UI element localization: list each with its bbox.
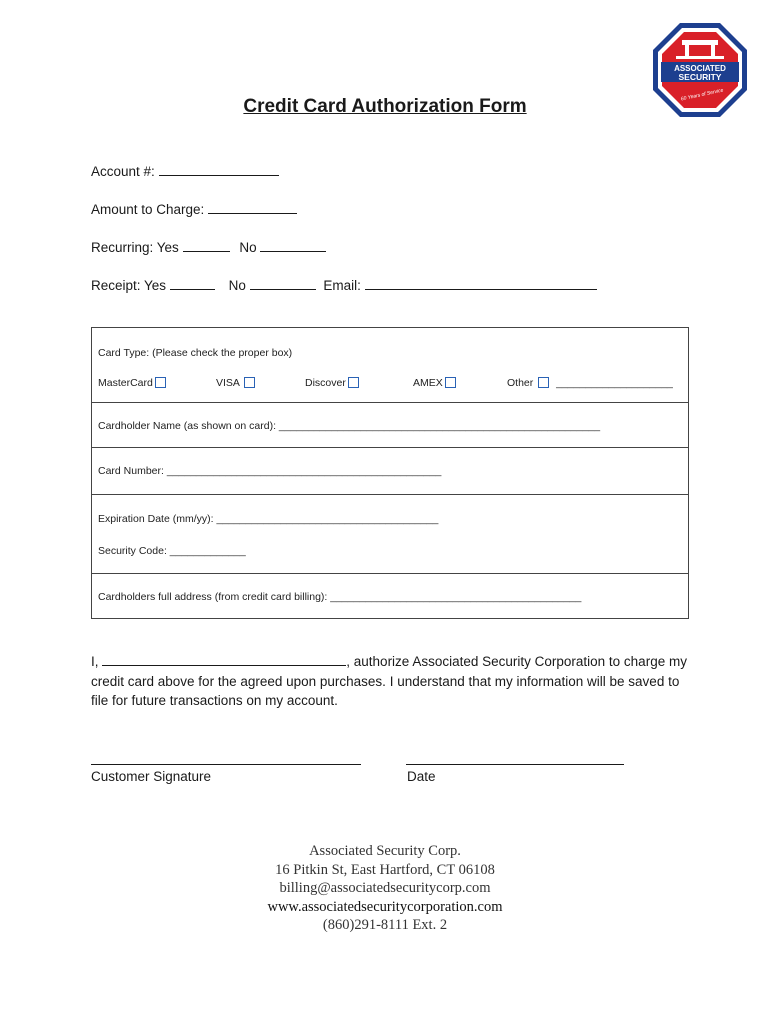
customer-signature-label: Customer Signature [91, 769, 212, 784]
other-input[interactable]: ____________________ [556, 377, 673, 389]
cardholder-name-field[interactable]: Cardholder Name (as shown on card): _______________________________________________________ [98, 420, 601, 432]
visa-label: VISA [216, 377, 240, 389]
expiration-section [92, 495, 688, 574]
address-field[interactable]: Cardholders full address (from credit card billing): ___________________________________________ [98, 591, 582, 603]
company-footer [0, 842, 770, 935]
footer-email[interactable]: billing@associatedsecuritycorp.com [279, 880, 491, 896]
customer-signature-line[interactable] [91, 764, 361, 765]
card-type-prompt: Card Type: (Please check the proper box) [98, 347, 293, 359]
card-info-box [91, 327, 689, 619]
other-checkbox[interactable] [538, 377, 549, 388]
card-number-section [92, 448, 688, 495]
authorization-name-input[interactable] [102, 652, 346, 666]
recurring-no-label: No [239, 240, 257, 255]
address-section [92, 574, 688, 618]
card-type-other[interactable] [507, 377, 673, 389]
discover-checkbox[interactable] [348, 377, 359, 388]
recurring-yes-input[interactable] [183, 238, 230, 252]
account-label: Account #: [91, 164, 155, 179]
footer-website[interactable]: www.associatedsecuritycorporation.com [267, 898, 503, 915]
amex-label: AMEX [413, 377, 443, 389]
visa-checkbox[interactable] [244, 377, 255, 388]
receipt-yes-input[interactable] [170, 276, 215, 290]
email-label: Email: [323, 278, 361, 293]
security-code-field[interactable]: Security Code: _____________ [98, 545, 246, 557]
recurring-no-input[interactable] [260, 238, 326, 252]
card-type-mastercard[interactable] [98, 377, 166, 389]
date-label: Date [407, 769, 436, 784]
mastercard-checkbox[interactable] [155, 377, 166, 388]
card-type-amex[interactable] [413, 377, 456, 389]
logo-line1: ASSOCIATED [674, 64, 726, 73]
footer-address: 16 Pitkin St, East Hartford, CT 06108 [275, 861, 495, 878]
amount-field-row [91, 200, 297, 217]
authorization-paragraph [91, 652, 691, 711]
expiration-field[interactable]: Expiration Date (mm/yy): ______________________________________ [98, 513, 439, 525]
card-type-discover[interactable] [305, 377, 359, 389]
page-title: Credit Card Authorization Form [243, 96, 527, 117]
amount-input[interactable] [208, 200, 297, 214]
receipt-field-row [91, 276, 597, 293]
recurring-field-row [91, 238, 326, 255]
logo-tagline: 60 Years of Service [680, 87, 724, 103]
amex-checkbox[interactable] [445, 377, 456, 388]
discover-label: Discover [305, 377, 346, 389]
account-input[interactable] [159, 162, 279, 176]
account-field-row [91, 162, 279, 179]
receipt-no-input[interactable] [250, 276, 316, 290]
email-input[interactable] [365, 276, 597, 290]
footer-company: Associated Security Corp. [309, 843, 461, 859]
authorization-text: , authorize Associated Security Corporation to charge my credit card above for the agreed upon purchases. I understand that my information will be saved to file for future transactions on my account. [91, 654, 687, 708]
receipt-no-label: No [228, 278, 246, 293]
receipt-yes-label: Receipt: Yes [91, 278, 167, 293]
date-line[interactable] [406, 764, 624, 765]
authorization-prefix: I, [91, 654, 99, 669]
footer-phone: (860)291-8111 Ext. 2 [322, 917, 448, 933]
recurring-yes-label: Recurring: Yes [91, 240, 179, 255]
card-type-section [92, 328, 688, 403]
card-number-field[interactable]: Card Number: _______________________________________________ [98, 465, 442, 477]
mastercard-label: MasterCard [98, 377, 153, 389]
logo-line2: SECURITY [678, 72, 722, 82]
cardholder-name-section [92, 403, 688, 448]
amount-label: Amount to Charge: [91, 202, 205, 217]
card-type-visa[interactable] [216, 377, 255, 389]
other-label: Other [507, 377, 534, 389]
